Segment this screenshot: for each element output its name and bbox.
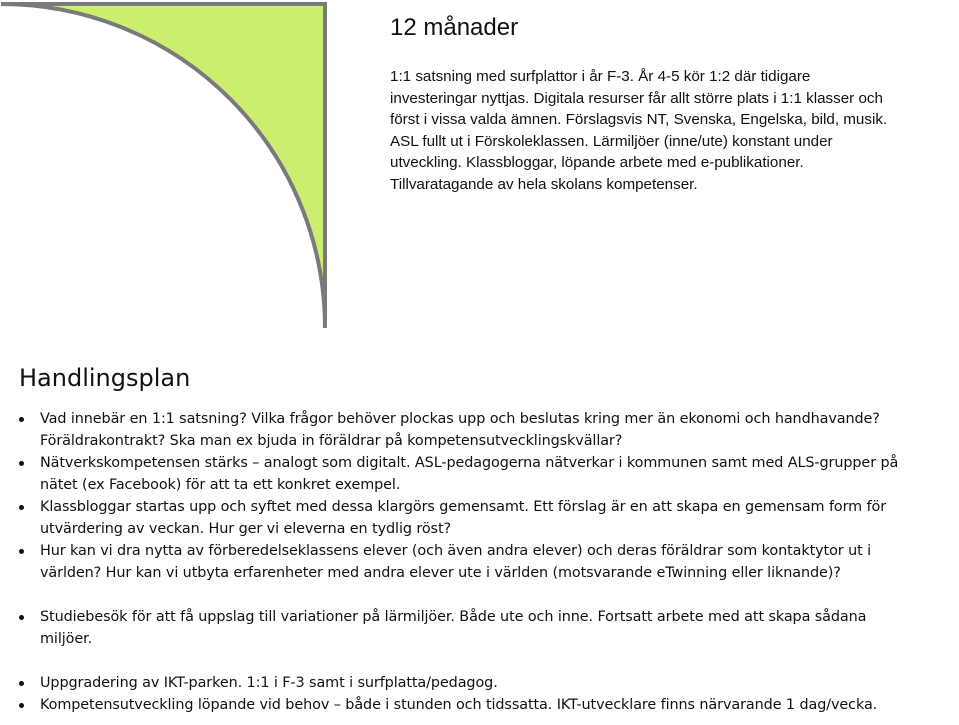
quarter-circle-shape [1,4,325,328]
bullet-item [19,694,957,716]
bullet-line: världen? Hur kan vi utbyta erfarenheter med andra elever ute i världen (motsvarande eTwinning eller liknande)? [40,565,841,581]
bullet-dot-icon [19,417,24,422]
bullet-item [19,452,957,496]
bullet-line: utvärdering av veckan. Hur ger vi eleverna en tydlig röst? [40,521,452,537]
bullet-line: Hur kan vi dra nytta av förberedelseklassens elever (och även andra elever) och deras föräldrar som kontaktytor ut i [40,543,872,559]
top-title: 12 månader [390,14,519,41]
quarter-circle-graphic [0,0,330,332]
bullet-line: Kompetensutveckling löpande vid behov – både i stunden och tidssatta. IKT-utvecklare finns närvarande 1 dag/vecka. [40,697,878,713]
bullet-dot-icon [19,505,24,510]
bullet-item [19,496,957,540]
bullet-dot-icon [19,461,24,466]
bullet-list [19,408,957,716]
bullet-item [19,606,957,650]
bullet-line: Klassbloggar startas upp och syftet med dessa klargörs gemensamt. Ett förslag är en att skapa en gemensam form för [40,499,887,515]
section-title: Handlingsplan [19,364,191,392]
bullet-line: Nätverkskompetensen stärks – analogt som digitalt. ASL-pedagogerna nätverkar i kommunen samt med ALS-grupper på [40,455,899,471]
bullet-line: Föräldrakontrakt? Ska man ex bjuda in föräldrar på kompetensutvecklingskvällar? [40,433,623,449]
bullet-dot-icon [19,681,24,686]
bullet-dot-icon [19,549,24,554]
spacer [19,650,957,672]
top-body-line: Tillvaratagande av hela skolans kompetenser. [390,175,698,193]
bullet-line: nätet (ex Facebook) för att ta ett konkret exempel. [40,477,401,493]
bullet-dot-icon [19,703,24,708]
top-body-line: ASL fullt ut i Förskoleklassen. Lärmiljöer (inne/ute) konstant under [390,132,833,150]
bullet-line: miljöer. [40,631,93,647]
spacer [19,584,957,606]
bullet-item [19,672,957,694]
top-body-text [390,66,956,196]
bullet-item [19,408,957,452]
top-body-line: först i vissa valda ämnen. Förslagsvis NT, Svenska, Engelska, bild, musik. [390,111,888,129]
bullet-line: Uppgradering av IKT-parken. 1:1 i F-3 samt i surfplatta/pedagog. [40,675,498,691]
bullet-line: Vad innebär en 1:1 satsning? Vilka frågor behöver plockas upp och beslutas kring mer än ekonomi och handhavande? [40,411,880,427]
bullet-item [19,540,957,584]
top-body-line: utveckling. Klassbloggar, löpande arbete med e-publikationer. [390,154,804,172]
bullet-dot-icon [19,615,24,620]
top-body-line: 1:1 satsning med surfplattor i år F-3. År 4-5 kör 1:2 där tidigare [390,68,811,85]
bullet-line: Studiebesök för att få uppslag till variationer på lärmiljöer. Både ute och inne. Fortsatt arbete med att skapa sådana [40,609,867,625]
top-body-line: investeringar nyttjas. Digitala resurser får allt större plats i 1:1 klasser och [390,89,883,107]
